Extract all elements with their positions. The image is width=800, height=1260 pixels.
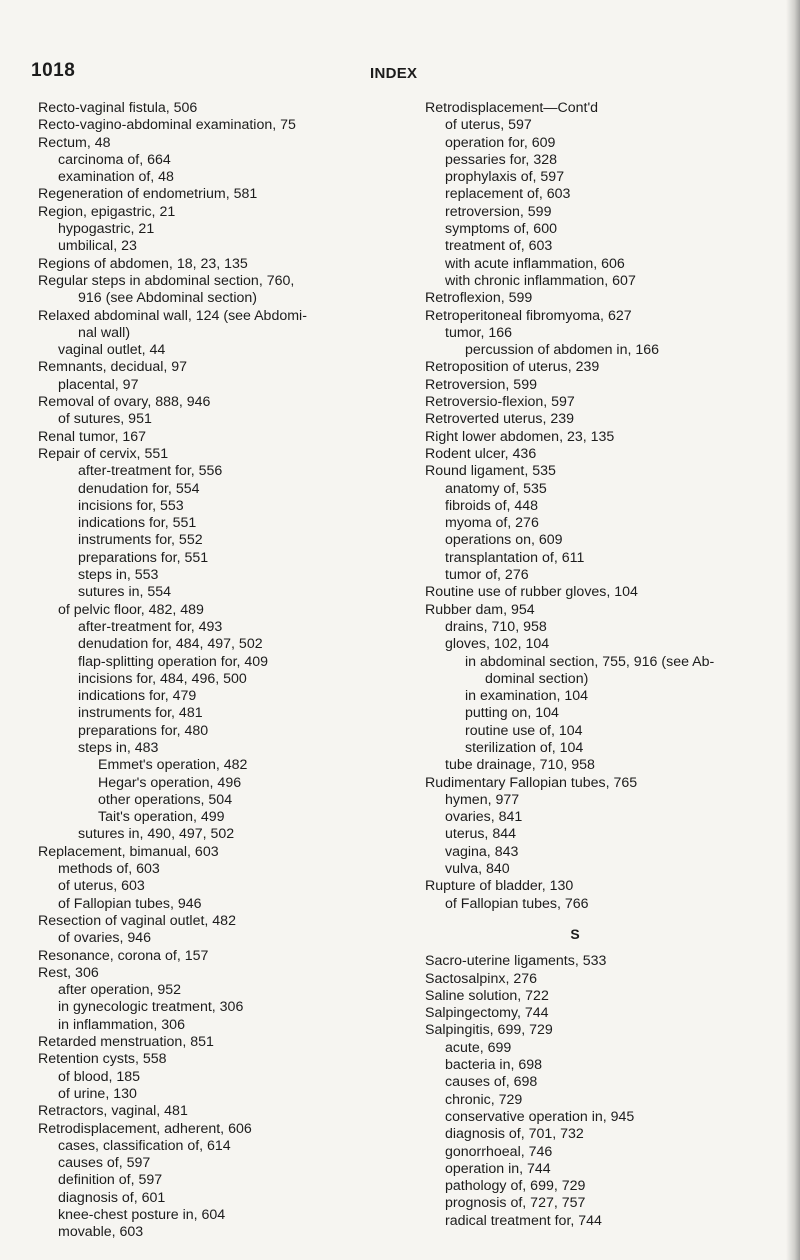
index-subentry: after-treatment for, 556 [78,463,223,480]
index-subentry: in examination, 104 [465,688,589,705]
index-subentry: tumor, 166 [445,324,513,341]
index-subentry: instruments for, 481 [78,705,203,722]
index-subentry: vagina, 843 [445,843,519,860]
index-subentry: movable, 603 [58,1224,144,1241]
index-entry: Sacro-uterine ligaments, 533 [425,953,607,970]
index-subentry: of sutures, 951 [58,411,152,428]
index-subentry: methods of, 603 [58,861,160,878]
index-subentry: of blood, 185 [58,1068,141,1085]
index-subentry: preparations for, 551 [78,549,209,566]
index-subentry: indications for, 551 [78,515,197,532]
index-subentry: preparations for, 480 [78,722,209,739]
index-entry: Salpingectomy, 744 [425,1005,549,1022]
index-subentry: tumor of, 276 [445,567,529,584]
index-subentry: replacement of, 603 [445,186,571,203]
index-entry: Renal tumor, 167 [38,428,147,445]
index-entry: Resection of vaginal outlet, 482 [38,912,236,929]
index-entry: Retroversio-flexion, 597 [425,394,575,411]
index-subentry: operations on, 609 [445,532,563,549]
index-column-right [425,100,725,1230]
index-entry: Remnants, decidual, 97 [38,359,188,376]
index-subentry: after operation, 952 [58,982,182,999]
index-subentry: of Fallopian tubes, 766 [445,895,589,912]
index-entry: Retractors, vaginal, 481 [38,1103,188,1120]
index-subentry: hymen, 977 [445,791,520,808]
index-entry: Retroflexion, 599 [425,290,533,307]
index-subentry: diagnosis of, 601 [58,1189,166,1206]
index-entry: Rubber dam, 954 [425,601,535,618]
index-subentry: radical treatment for, 744 [445,1212,602,1229]
index-entry: Retrodisplacement, adherent, 606 [38,1120,252,1137]
index-subentry: other operations, 504 [98,791,233,808]
index-subentry: indications for, 479 [78,688,197,705]
index-entry: Repair of cervix, 551 [38,445,169,462]
running-head: INDEX [370,65,418,82]
index-subentry: anatomy of, 535 [445,480,547,497]
index-subentry: bacteria in, 698 [445,1057,543,1074]
index-subentry: operation for, 609 [445,134,556,151]
index-subentry: treatment of, 603 [445,238,553,255]
index-subentry: hypogastric, 21 [58,221,155,238]
index-entry: Recto-vaginal fistula, 506 [38,100,198,116]
index-entry: Retrodisplacement—Cont'd [425,100,599,116]
index-subentry: prognosis of, 727, 757 [445,1195,586,1212]
index-subentry: drains, 710, 958 [445,618,547,635]
index-subentry: Emmet's operation, 482 [98,757,248,774]
section-letter: S [570,925,580,942]
index-subentry: pessaries for, 328 [445,151,557,168]
index-entry: Rupture of bladder, 130 [425,878,574,895]
index-subentry: causes of, 597 [58,1155,151,1172]
index-subentry: after-treatment for, 493 [78,618,223,635]
index-subentry: tube drainage, 710, 958 [445,757,595,774]
index-subentry: ovaries, 841 [445,809,523,826]
index-subentry: incisions for, 553 [78,497,184,514]
index-entry: Salpingitis, 699, 729 [425,1022,553,1039]
index-subentry: myoma of, 276 [445,515,539,532]
index-subentry: diagnosis of, 701, 732 [445,1126,584,1143]
index-entry: Rudimentary Fallopian tubes, 765 [425,774,638,791]
index-subentry: retroversion, 599 [445,203,552,220]
page-edge-shadow [786,0,800,1260]
index-entry: Regions of abdomen, 18, 23, 135 [38,255,248,272]
index-subentry: with chronic inflammation, 607 [445,272,636,289]
index-subentry: of uterus, 597 [445,117,532,134]
index-subentry: dominal section) [485,670,589,687]
index-subentry: causes of, 698 [445,1074,538,1091]
index-subentry: cases, classification of, 614 [58,1137,231,1154]
index-subentry: steps in, 483 [78,739,159,756]
index-subentry: operation in, 744 [445,1160,551,1177]
index-subentry: of urine, 130 [58,1085,137,1102]
index-entry: Rest, 306 [38,964,99,981]
index-entry: Retroversion, 599 [425,376,537,393]
index-entry: Retarded menstruation, 851 [38,1034,214,1051]
index-entry: Relaxed abdominal wall, 124 (see Abdomi- [38,307,307,324]
index-subentry: routine use of, 104 [465,722,583,739]
index-subentry: nal wall) [78,324,131,341]
index-subentry: prophylaxis of, 597 [445,169,565,186]
index-subentry: vaginal outlet, 44 [58,342,166,359]
index-entry: Retention cysts, 558 [38,1051,167,1068]
index-subentry: percussion of abdomen in, 166 [465,342,660,359]
index-subentry: chronic, 729 [445,1091,523,1108]
index-column-left [38,100,307,1242]
index-subentry: examination of, 48 [58,169,174,186]
index-subentry: of pelvic floor, 482, 489 [58,601,204,618]
index-subentry: incisions for, 484, 496, 500 [78,670,247,687]
index-subentry: symptoms of, 600 [445,221,557,238]
index-subentry: sterilization of, 104 [465,739,584,756]
index-entry: Sactosalpinx, 276 [425,970,537,987]
index-subentry: sutures in, 554 [78,584,172,601]
index-entry: Region, epigastric, 21 [38,203,176,220]
index-subentry: of uterus, 603 [58,878,145,895]
index-subentry: definition of, 597 [58,1172,163,1189]
index-subentry: of ovaries, 946 [58,930,152,947]
index-subentry: in abdominal section, 755, 916 (see Ab- [465,653,715,670]
index-entry: Resonance, corona of, 157 [38,947,209,964]
index-subentry: putting on, 104 [465,705,559,722]
index-subentry: flap-splitting operation for, 409 [78,653,269,670]
index-entry: Round ligament, 535 [425,463,556,480]
index-entry: Removal of ovary, 888, 946 [38,394,211,411]
index-subentry: gonorrhoeal, 746 [445,1143,553,1160]
index-subentry: placental, 97 [58,376,139,393]
index-subentry: in inflammation, 306 [58,1016,185,1033]
index-entry: Right lower abdomen, 23, 135 [425,428,615,445]
index-subentry: gloves, 102, 104 [445,636,550,653]
index-subentry: 916 (see Abdominal section) [78,290,258,307]
index-subentry: in gynecologic treatment, 306 [58,999,244,1016]
index-entry: Routine use of rubber gloves, 104 [425,584,638,601]
index-entry: Regular steps in abdominal section, 760, [38,272,295,289]
index-subentry: knee-chest posture in, 604 [58,1207,226,1223]
index-subentry: Tait's operation, 499 [98,809,225,826]
index-entry: Retroposition of uterus, 239 [425,359,600,376]
index-subentry: pathology of, 699, 729 [445,1178,586,1195]
index-subentry: umbilical, 23 [58,238,137,255]
index-entry: Saline solution, 722 [425,987,549,1004]
index-subentry: fibroids of, 448 [445,497,539,514]
index-entry: Rodent ulcer, 436 [425,445,537,462]
index-entry: Recto-vagino-abdominal examination, 75 [38,117,296,134]
index-subentry: denudation for, 554 [78,480,200,497]
page-number: 1018 [31,60,76,81]
index-entry: Retroperitoneal fibromyoma, 627 [425,307,632,324]
index-entry: Retroverted uterus, 239 [425,411,575,428]
index-subentry: sutures in, 490, 497, 502 [78,826,235,843]
index-entry: Rectum, 48 [38,134,111,151]
index-entry: Regeneration of endometrium, 581 [38,186,258,203]
index-subentry: carcinoma of, 664 [58,151,171,168]
index-entry: Replacement, bimanual, 603 [38,843,219,860]
index-subentry: vulva, 840 [445,861,510,878]
index-subentry: of Fallopian tubes, 946 [58,895,202,912]
index-subentry: conservative operation in, 945 [445,1108,635,1125]
index-subentry: acute, 699 [445,1039,512,1056]
index-subentry: with acute inflammation, 606 [445,255,625,272]
index-subentry: uterus, 844 [445,826,516,843]
index-subentry: steps in, 553 [78,567,159,584]
index-subentry: denudation for, 484, 497, 502 [78,636,263,653]
index-subentry: instruments for, 552 [78,532,203,549]
index-subentry: transplantation of, 611 [445,549,585,566]
index-subentry: Hegar's operation, 496 [98,774,242,791]
